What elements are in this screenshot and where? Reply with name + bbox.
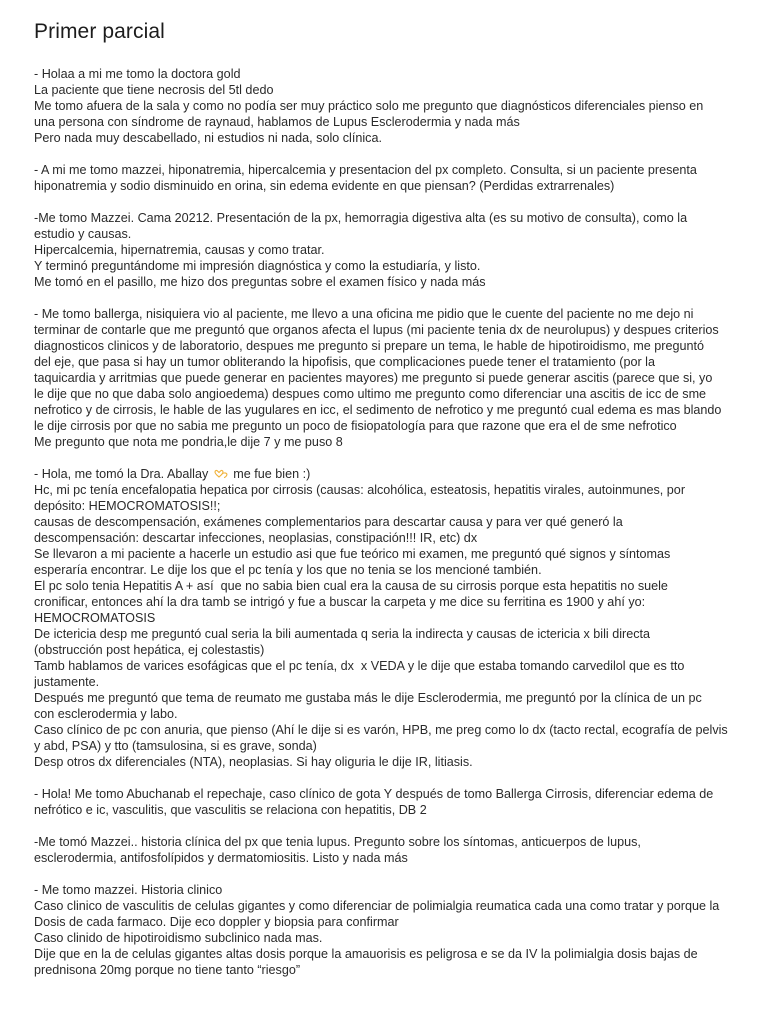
text-line: terminar de contarle que me preguntó que organos afecta el lupus (mi paciente tenia dx de neurolupus) y despues criterios	[34, 323, 719, 337]
text-line: justamente.	[34, 675, 100, 689]
paragraph-block	[34, 786, 746, 818]
heart-hands-icon	[214, 469, 228, 479]
text-segment: - Hola, me tomó la Dra. Aballay	[34, 467, 212, 481]
text-line: le dije cirrosis por que no sabia me pregunto un poco de fisiopatología para que razone que era el de sme nefrotico	[34, 419, 677, 433]
text-line: - Hola! Me tomo Abuchanab el repechaje, caso clínico de gota Y después de tomo Ballerga Cirrosis, diferenciar edema de	[34, 787, 714, 801]
text-line: -Me tomó Mazzei.. historia clínica del px que tenia lupus. Pregunto sobre los síntomas, anticuerpos de lupus,	[34, 835, 641, 849]
text-line: - A mi me tomo mazzei, hiponatremia, hipercalcemia y presentacion del px completo. Consulta, si un paciente presenta	[34, 163, 697, 177]
text-line: (obstrucción post hepática, ej colestastis)	[34, 643, 265, 657]
text-line: una persona con síndrome de raynaud, hablamos de Lupus Esclerodermia y nada más	[34, 115, 520, 129]
text-line: causas de descompensación, exámenes complementarios para descartar causa y para ver qué generó la	[34, 515, 623, 529]
text-line: esperaría encontrar. Le dije los que el pc tenía y los que no tenia se los mencioné también.	[34, 563, 542, 577]
text-line: Desp otros dx diferenciales (NTA), neoplasias. Si hay oliguria le dije IR, litiasis.	[34, 755, 473, 769]
text-line: Dije que en la de celulas gigantes altas dosis porque la amauorisis es peligrosa e se da IV la polimialgia dosis bajas de	[34, 947, 698, 961]
text-line: Dosis de cada farmaco. Dije eco doppler y biopsia para confirmar	[34, 915, 399, 929]
text-line: Me tomo afuera de la sala y como no podía ser muy práctico solo me pregunto que diagnósticos diferenciales pienso en	[34, 99, 704, 113]
text-line: - Me tomo ballerga, nisiquiera vio al paciente, me llevo a una oficina me pidio que le cuente del paciente no me dejo ni	[34, 307, 694, 321]
paragraph-block	[34, 882, 746, 978]
text-line: Pero nada muy descabellado, ni estudios ni nada, solo clínica.	[34, 131, 382, 145]
paragraph-block	[34, 306, 746, 450]
text-line	[34, 466, 746, 482]
text-line: De ictericia desp me preguntó cual seria la bili aumentada q seria la indirecta y causas de ictericia x bili directa	[34, 627, 650, 641]
text-line: Caso clínico de pc con anuria, que pienso (Ahí le dije si es varón, HPB, me preg como lo dx (tacto rectal, ecografía de pelvis	[34, 723, 728, 737]
paragraph-block	[34, 162, 746, 194]
text-line: y abd, PSA) y tto (tamsulosina, si es grave, sonda)	[34, 739, 317, 753]
text-line: del eje, que pasa si hay un tumor obliterando la hipofisis, que complicaciones puede tener el tratamiento (por la	[34, 355, 655, 369]
text-line: - Me tomo mazzei. Historia clinico	[34, 883, 223, 897]
text-line: cronificar, entonces ahí la dra tamb se intrigó y fue a buscar la carpeta y me dice su ferritina es 1900 y ahí yo:	[34, 595, 646, 609]
text-line: Hipercalcemia, hipernatremia, causas y como tratar.	[34, 243, 325, 257]
text-line: HEMOCROMATOSIS	[34, 611, 156, 625]
text-line: esclerodermia, antifosfolípidos y dermatomiositis. Listo y nada más	[34, 851, 408, 865]
text-line: Tamb hablamos de varices esofágicas que el pc tenía, dx x VEDA y le dije que estaba tomando carvedilol que es tto	[34, 659, 685, 673]
text-line: con esclerodermia y labo.	[34, 707, 178, 721]
text-line: Se llevaron a mi paciente a hacerle un estudio asi que fue teórico mi examen, me preguntó qué signos y síntomas	[34, 547, 671, 561]
text-line: estudio y causas.	[34, 227, 132, 241]
paragraph-block	[34, 466, 746, 770]
paragraph-block	[34, 210, 746, 290]
text-line: La paciente que tiene necrosis del 5tl dedo	[34, 83, 274, 97]
text-line: Hc, mi pc tenía encefalopatia hepatica por cirrosis (causas: alcohólica, esteatosis, hepatitis virales, autoinmunes, por	[34, 483, 686, 497]
text-line: nefrotico y de cirrosis, le hable de las yugulares en icc, el sedimento de nefrotico y me preguntó cual edema es mas blando	[34, 403, 722, 417]
text-line: Y terminó preguntándome mi impresión diagnóstica y como la estudiaría, y listo.	[34, 259, 481, 273]
text-line: diagnosticos clinicos y de laboratorio, despues me pregunto si prepare un tema, le hable de hipotiroidismo, me preguntó	[34, 339, 704, 353]
text-line: Caso clinico de vasculitis de celulas gigantes y como diferenciar de polimialgia reumatica cada una como tratar y porque la	[34, 899, 720, 913]
text-line: -Me tomo Mazzei. Cama 20212. Presentación de la px, hemorragia digestiva alta (es su motivo de consulta), como la	[34, 211, 688, 225]
text-segment: me fue bien :)	[229, 467, 311, 481]
page-title: Primer parcial	[34, 20, 165, 43]
document-body	[34, 66, 746, 978]
text-line: le dije que no que daba solo angioedema) despues como ultimo me pregunto como diferenciar una ascitis de icc de sme	[34, 387, 707, 401]
text-line: Me tomó en el pasillo, me hizo dos preguntas sobre el examen físico y nada más	[34, 275, 486, 289]
paragraph-block	[34, 66, 746, 146]
text-line: - Holaa a mi me tomo la doctora gold	[34, 67, 241, 81]
text-line: depósito: HEMOCROMATOSIS!!;	[34, 499, 221, 513]
text-line: Después me preguntó que tema de reumato me gustaba más le dije Esclerodermia, me preguntó por la clínica de un pc	[34, 691, 702, 705]
paragraph-block	[34, 834, 746, 866]
text-line: Me pregunto que nota me pondria,le dije 7 y me puso 8	[34, 435, 343, 449]
text-line: taquicardia y arritmias que puede generar en pacientes mayores) me pregunto si puede generar ascitis (parece que si, yo	[34, 371, 713, 385]
text-line: Caso clinido de hipotiroidismo subclinico nada mas.	[34, 931, 323, 945]
text-line: hiponatremia y sodio disminuido en orina, sin edema evidente en que piensan? (Perdidas extrarrenales)	[34, 179, 615, 193]
text-line: descompensación: descartar infecciones, neoplasias, constipación!!! IR, etc) dx	[34, 531, 478, 545]
text-line: nefrótico e ic, vasculitis, que vasculitis se relaciona con hepatitis, DB 2	[34, 803, 427, 817]
text-line: El pc solo tenia Hepatitis A + así que no sabia bien cual era la causa de su cirrosis porque esta hepatitis no suele	[34, 579, 668, 593]
text-line: prednisona 20mg porque no tiene tanto “riesgo”	[34, 963, 301, 977]
